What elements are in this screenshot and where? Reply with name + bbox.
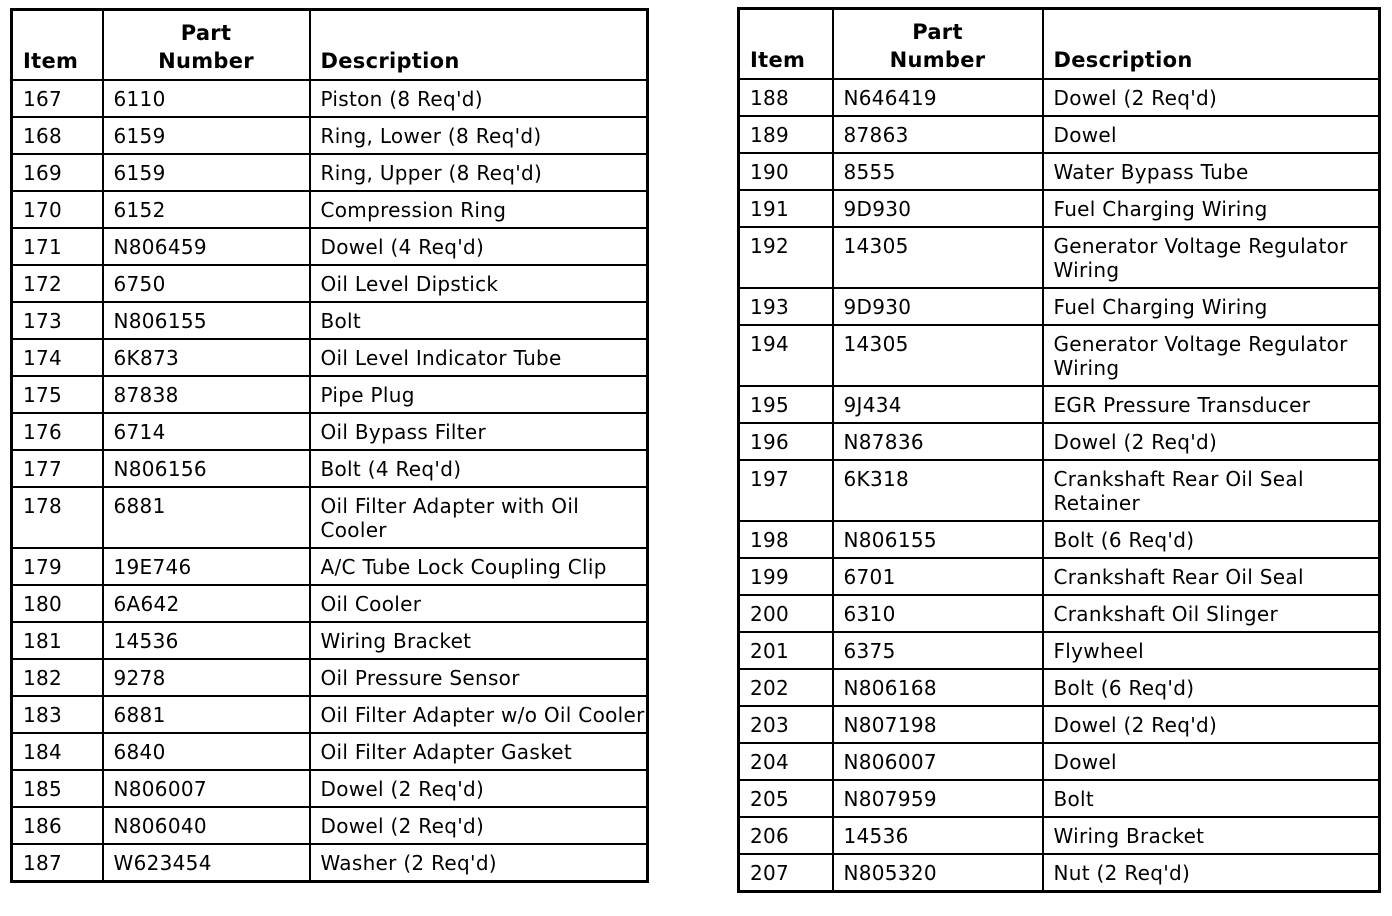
parts-table-left xyxy=(10,8,649,883)
table-row xyxy=(12,733,648,770)
description-cell: Dowel (2 Req'd) xyxy=(310,770,648,807)
table-row xyxy=(739,153,1380,190)
table-row xyxy=(739,595,1380,632)
item-cell: 203 xyxy=(739,706,833,743)
item-cell: 187 xyxy=(12,844,103,882)
part-number-cell: 6375 xyxy=(833,632,1043,669)
item-cell: 191 xyxy=(739,190,833,227)
part-number-cell: N806459 xyxy=(103,228,310,265)
part-number-cell: N806007 xyxy=(833,743,1043,780)
table-row xyxy=(739,116,1380,153)
part-number-cell: 9D930 xyxy=(833,288,1043,325)
header-part-line1: Part xyxy=(180,20,232,45)
part-number-cell: 6840 xyxy=(103,733,310,770)
table-row xyxy=(739,669,1380,706)
part-number-cell: 19E746 xyxy=(103,548,310,585)
table-row xyxy=(12,413,648,450)
item-cell: 188 xyxy=(739,79,833,116)
part-number-cell: 6152 xyxy=(103,191,310,228)
description-cell: Wiring Bracket xyxy=(1043,817,1380,854)
table-row xyxy=(739,325,1380,386)
part-number-cell: 87863 xyxy=(833,116,1043,153)
item-cell: 178 xyxy=(12,487,103,548)
description-cell: Crankshaft Rear Oil Seal xyxy=(1043,558,1380,595)
header-description: Description xyxy=(310,10,648,80)
description-cell: Oil Bypass Filter xyxy=(310,413,648,450)
table-row xyxy=(739,460,1380,521)
part-number-cell: N807959 xyxy=(833,780,1043,817)
part-number-cell: N806040 xyxy=(103,807,310,844)
item-cell: 204 xyxy=(739,743,833,780)
item-cell: 194 xyxy=(739,325,833,386)
description-cell: Piston (8 Req'd) xyxy=(310,80,648,117)
part-number-cell: N806155 xyxy=(833,521,1043,558)
header-part-number xyxy=(833,9,1043,79)
item-cell: 172 xyxy=(12,265,103,302)
description-cell: A/C Tube Lock Coupling Clip xyxy=(310,548,648,585)
part-number-cell: W623454 xyxy=(103,844,310,882)
description-cell: Bolt (6 Req'd) xyxy=(1043,521,1380,558)
table-row xyxy=(739,288,1380,325)
item-cell: 169 xyxy=(12,154,103,191)
table-row xyxy=(739,743,1380,780)
table-row xyxy=(12,302,648,339)
description-cell: Crankshaft Rear Oil Seal Retainer xyxy=(1043,460,1380,521)
description-cell: Dowel xyxy=(1043,743,1380,780)
description-cell: Nut (2 Req'd) xyxy=(1043,854,1380,892)
table-row xyxy=(12,191,648,228)
description-cell: Generator Voltage Regulator Wiring xyxy=(1043,227,1380,288)
header-part-line2: Number xyxy=(889,47,986,72)
item-cell: 193 xyxy=(739,288,833,325)
item-cell: 168 xyxy=(12,117,103,154)
item-cell: 186 xyxy=(12,807,103,844)
description-cell: Oil Level Indicator Tube xyxy=(310,339,648,376)
table-row xyxy=(12,154,648,191)
part-number-cell: 6881 xyxy=(103,487,310,548)
item-cell: 181 xyxy=(12,622,103,659)
part-number-cell: 6159 xyxy=(103,117,310,154)
table-row xyxy=(739,854,1380,892)
table-row xyxy=(739,227,1380,288)
description-cell: Wiring Bracket xyxy=(310,622,648,659)
description-cell: Oil Filter Adapter w/o Oil Cooler xyxy=(310,696,648,733)
part-number-cell: N646419 xyxy=(833,79,1043,116)
part-number-cell: 9D930 xyxy=(833,190,1043,227)
part-number-cell: 14305 xyxy=(833,325,1043,386)
table-row xyxy=(739,817,1380,854)
header-item: Item xyxy=(12,10,103,80)
description-cell: EGR Pressure Transducer xyxy=(1043,386,1380,423)
table-row xyxy=(12,585,648,622)
table-row xyxy=(739,706,1380,743)
item-cell: 180 xyxy=(12,585,103,622)
item-cell: 167 xyxy=(12,80,103,117)
item-cell: 196 xyxy=(739,423,833,460)
table-row xyxy=(12,659,648,696)
item-cell: 192 xyxy=(739,227,833,288)
description-cell: Water Bypass Tube xyxy=(1043,153,1380,190)
table-row xyxy=(12,548,648,585)
table-body-right xyxy=(739,79,1380,892)
item-cell: 173 xyxy=(12,302,103,339)
table-row xyxy=(12,770,648,807)
item-cell: 176 xyxy=(12,413,103,450)
part-number-cell: N807198 xyxy=(833,706,1043,743)
description-cell: Oil Cooler xyxy=(310,585,648,622)
part-number-cell: N806155 xyxy=(103,302,310,339)
part-number-cell: N805320 xyxy=(833,854,1043,892)
description-cell: Washer (2 Req'd) xyxy=(310,844,648,882)
part-number-cell: 9278 xyxy=(103,659,310,696)
description-cell: Fuel Charging Wiring xyxy=(1043,190,1380,227)
item-cell: 189 xyxy=(739,116,833,153)
description-cell: Dowel (2 Req'd) xyxy=(1043,706,1380,743)
part-number-cell: 6A642 xyxy=(103,585,310,622)
description-cell: Bolt xyxy=(310,302,648,339)
item-cell: 175 xyxy=(12,376,103,413)
item-cell: 184 xyxy=(12,733,103,770)
table-row xyxy=(12,228,648,265)
table-row xyxy=(12,339,648,376)
part-number-cell: 6K318 xyxy=(833,460,1043,521)
description-cell: Bolt (4 Req'd) xyxy=(310,450,648,487)
header-description: Description xyxy=(1043,9,1380,79)
description-cell: Dowel (2 Req'd) xyxy=(1043,79,1380,116)
description-cell: Compression Ring xyxy=(310,191,648,228)
item-cell: 207 xyxy=(739,854,833,892)
description-cell: Bolt (6 Req'd) xyxy=(1043,669,1380,706)
description-cell: Ring, Upper (8 Req'd) xyxy=(310,154,648,191)
description-cell: Oil Filter Adapter Gasket xyxy=(310,733,648,770)
part-number-cell: 9J434 xyxy=(833,386,1043,423)
part-number-cell: N806007 xyxy=(103,770,310,807)
table-row xyxy=(739,386,1380,423)
item-cell: 185 xyxy=(12,770,103,807)
parts-table-right xyxy=(737,7,1381,893)
table-row xyxy=(12,696,648,733)
table-row xyxy=(12,487,648,548)
table-row xyxy=(739,780,1380,817)
header-item: Item xyxy=(739,9,833,79)
item-cell: 171 xyxy=(12,228,103,265)
table-row xyxy=(12,844,648,882)
part-number-cell: 14536 xyxy=(103,622,310,659)
part-number-cell: N806168 xyxy=(833,669,1043,706)
part-number-cell: 6310 xyxy=(833,595,1043,632)
table-row xyxy=(739,190,1380,227)
description-cell: Generator Voltage Regulator Wiring xyxy=(1043,325,1380,386)
table-body-left xyxy=(12,80,648,882)
part-number-cell: 6701 xyxy=(833,558,1043,595)
table-row xyxy=(739,423,1380,460)
part-number-cell: 6881 xyxy=(103,696,310,733)
item-cell: 199 xyxy=(739,558,833,595)
part-number-cell: 87838 xyxy=(103,376,310,413)
table-row xyxy=(12,450,648,487)
item-cell: 183 xyxy=(12,696,103,733)
part-number-cell: 6K873 xyxy=(103,339,310,376)
part-number-cell: 14305 xyxy=(833,227,1043,288)
part-number-cell: 6750 xyxy=(103,265,310,302)
item-cell: 177 xyxy=(12,450,103,487)
item-cell: 190 xyxy=(739,153,833,190)
part-number-cell: 8555 xyxy=(833,153,1043,190)
item-cell: 195 xyxy=(739,386,833,423)
part-number-cell: 6714 xyxy=(103,413,310,450)
item-cell: 205 xyxy=(739,780,833,817)
description-cell: Flywheel xyxy=(1043,632,1380,669)
table-row xyxy=(12,807,648,844)
item-cell: 197 xyxy=(739,460,833,521)
description-cell: Crankshaft Oil Slinger xyxy=(1043,595,1380,632)
description-cell: Dowel (2 Req'd) xyxy=(310,807,648,844)
header-part-number xyxy=(103,10,310,80)
description-cell: Bolt xyxy=(1043,780,1380,817)
description-cell: Dowel (2 Req'd) xyxy=(1043,423,1380,460)
part-number-cell: 6110 xyxy=(103,80,310,117)
item-cell: 174 xyxy=(12,339,103,376)
item-cell: 200 xyxy=(739,595,833,632)
item-cell: 202 xyxy=(739,669,833,706)
part-number-cell: N87836 xyxy=(833,423,1043,460)
description-cell: Oil Pressure Sensor xyxy=(310,659,648,696)
table-row xyxy=(12,117,648,154)
part-number-cell: 14536 xyxy=(833,817,1043,854)
description-cell: Oil Filter Adapter with Oil Cooler xyxy=(310,487,648,548)
table-row xyxy=(12,265,648,302)
header-part-line2: Number xyxy=(158,48,254,73)
item-cell: 198 xyxy=(739,521,833,558)
description-cell: Ring, Lower (8 Req'd) xyxy=(310,117,648,154)
table-row xyxy=(739,558,1380,595)
description-cell: Pipe Plug xyxy=(310,376,648,413)
table-row xyxy=(12,622,648,659)
description-cell: Fuel Charging Wiring xyxy=(1043,288,1380,325)
description-cell: Oil Level Dipstick xyxy=(310,265,648,302)
table-row xyxy=(12,80,648,117)
description-cell: Dowel (4 Req'd) xyxy=(310,228,648,265)
item-cell: 170 xyxy=(12,191,103,228)
table-row xyxy=(12,376,648,413)
item-cell: 201 xyxy=(739,632,833,669)
table-row xyxy=(739,79,1380,116)
item-cell: 206 xyxy=(739,817,833,854)
part-number-cell: 6159 xyxy=(103,154,310,191)
table-row xyxy=(739,521,1380,558)
item-cell: 179 xyxy=(12,548,103,585)
header-part-line1: Part xyxy=(912,19,963,44)
item-cell: 182 xyxy=(12,659,103,696)
part-number-cell: N806156 xyxy=(103,450,310,487)
table-row xyxy=(739,632,1380,669)
description-cell: Dowel xyxy=(1043,116,1380,153)
